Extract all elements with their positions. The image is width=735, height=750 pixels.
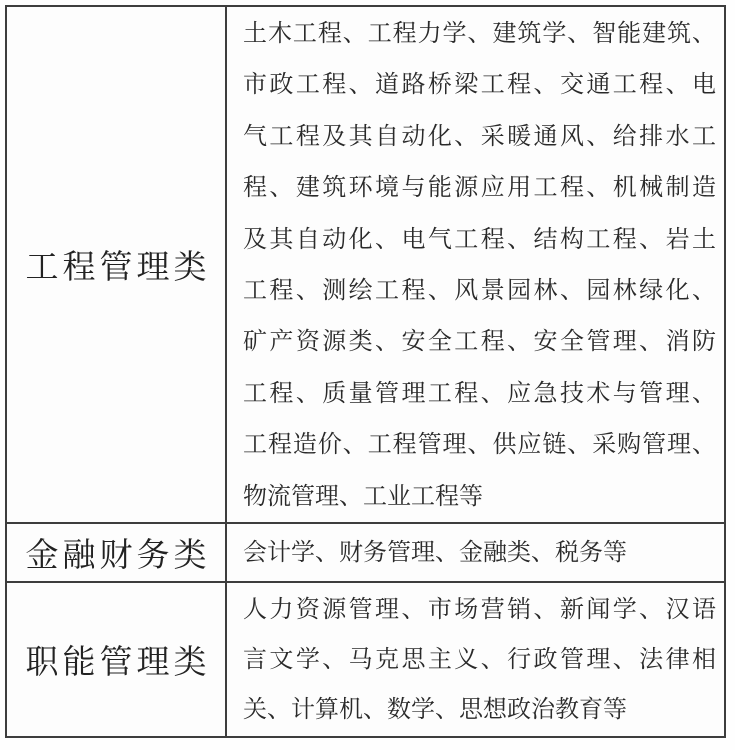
majors-text-line: 土木工程、工程力学、建筑学、智能建筑、	[243, 19, 716, 47]
majors-text-line: 程、建筑环境与能源应用工程、机械制造	[243, 174, 716, 202]
majors-cell	[227, 583, 724, 736]
majors-table	[5, 5, 726, 738]
majors-cell	[227, 7, 724, 522]
category-label: 工程管理类	[25, 248, 211, 285]
table-row-functional-management	[7, 581, 724, 736]
majors-text-line: 会计学、财务管理、金融类、税务等	[243, 539, 627, 566]
majors-text-line: 人力资源管理、市场营销、新闻学、汉语	[243, 596, 716, 623]
majors-text-line: 工程造价、工程管理、供应链、采购管理、	[243, 431, 716, 459]
category-label: 金融财务类	[25, 536, 211, 573]
majors-text-line: 及其自动化、电气工程、结构工程、岩土	[243, 225, 716, 253]
category-cell	[7, 7, 227, 522]
majors-text-line: 气工程及其自动化、采暖通风、给排水工	[243, 122, 716, 150]
majors-cell	[227, 524, 724, 581]
majors-text-line: 工程、测绘工程、风景园林、园林绿化、	[243, 277, 716, 304]
majors-text-line: 言文学、马克思主义、行政管理、法律相	[243, 646, 716, 673]
majors-text-line: 物流管理、工业工程等	[243, 482, 483, 510]
majors-text-line: 矿产资源类、安全工程、安全管理、消防	[243, 328, 716, 356]
table-row-finance	[7, 522, 724, 581]
majors-text-line: 工程、质量管理工程、应急技术与管理、	[243, 379, 716, 407]
category-cell	[7, 583, 227, 736]
table-row-engineering-management	[7, 7, 724, 522]
majors-text-line: 关、计算机、数学、思想政治教育等	[243, 696, 627, 723]
category-cell	[7, 524, 227, 581]
category-label: 职能管理类	[25, 643, 211, 680]
majors-text-line: 市政工程、道路桥梁工程、交通工程、电	[243, 71, 716, 99]
